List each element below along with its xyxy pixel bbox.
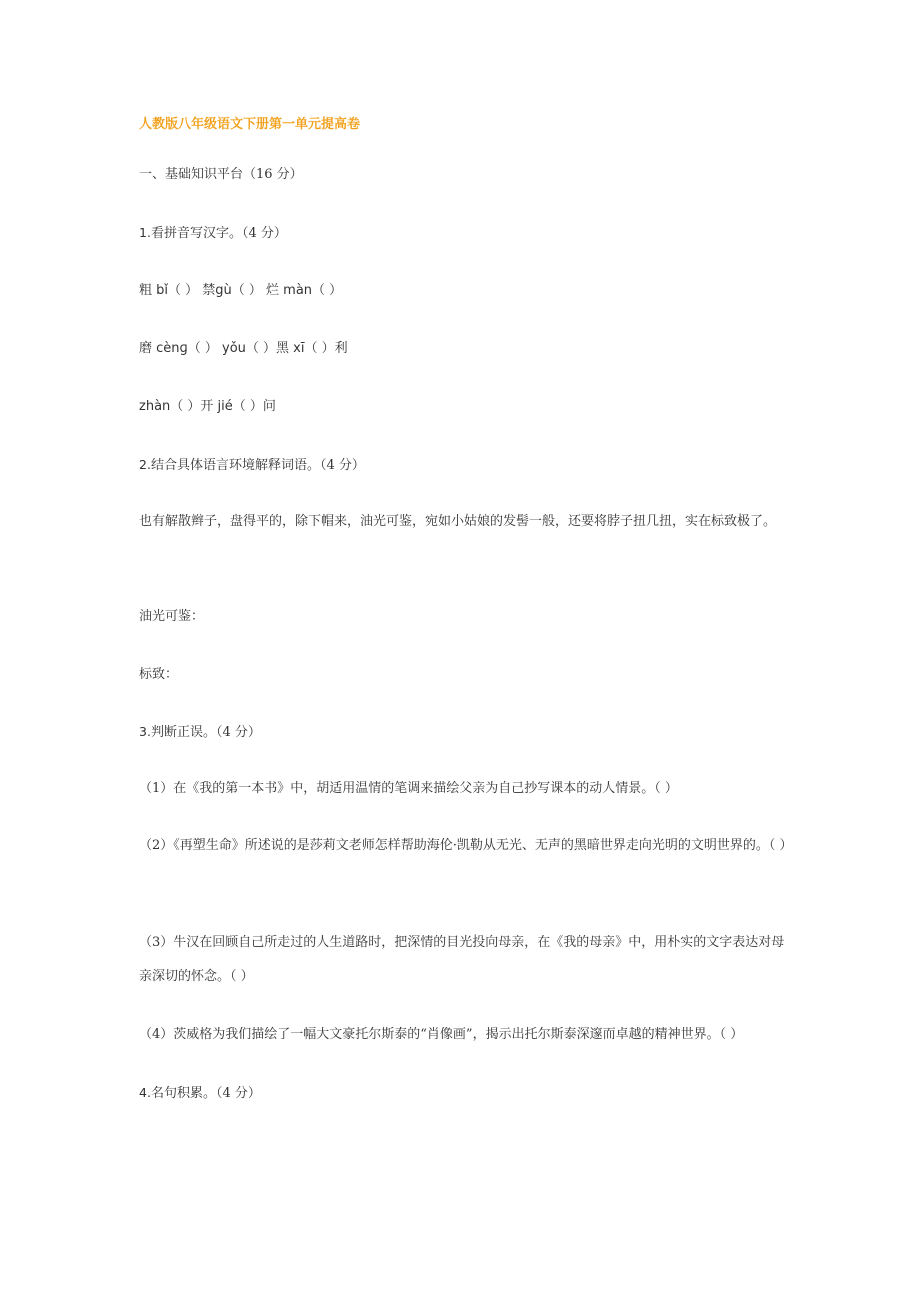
pinyin-row-3: zhàn（ ）开 jié（ ）问 <box>139 399 276 414</box>
question-number: 4. <box>139 1085 151 1100</box>
question-text: 看拼音写汉字。（4 分） <box>150 226 287 241</box>
question-4-heading <box>139 1083 261 1104</box>
term-explanation-2: 标致： <box>139 667 179 682</box>
pinyin-row-2: 磨 cènɡ（ ） yǒu（ ）黑 xī（ ）利 <box>139 341 348 356</box>
question-number: 1. <box>139 225 151 240</box>
judgement-item-3: （3）牛汉在回顾自己所走过的人生道路时，把深情的目光投向母亲，在《我的母亲》中，用朴实的文字表达对母亲深切的怀念。（ ） <box>139 935 785 984</box>
judgement-item-4: （4）茨威格为我们描绘了一幅大文豪托尔斯泰的“肖像画”，揭示出托尔斯泰深邃而卓越的精神世界。（ ） <box>139 1027 744 1042</box>
question-2-heading <box>139 455 365 476</box>
judgement-item-2: （2）《再塑生命》所述说的是莎莉文老师怎样帮助海伦·凯勒从无光、无声的黑暗世界走向光明的文明世界的。（ ） <box>139 838 793 853</box>
judgement-item-1: （1）在《我的第一本书》中，胡适用温情的笔调来描绘父亲为自己抄写课本的动人情景。（ ） <box>139 781 678 796</box>
question-text: 判断正误。（4 分） <box>150 725 261 740</box>
question-number: 3. <box>139 724 151 739</box>
question-text: 名句积累。（4 分） <box>150 1086 261 1101</box>
document-title: 人教版八年级语文下册第一单元提高卷 <box>139 117 361 132</box>
term-explanation-1: 油光可鉴： <box>139 609 205 624</box>
pinyin-row-1: 粗 bǐ（ ） 禁gù（ ） 烂 màn（ ） <box>139 283 343 298</box>
question-1-heading <box>139 223 287 244</box>
question-text: 结合具体语言环境解释词语。（4 分） <box>150 458 365 473</box>
question-number: 2. <box>139 457 151 472</box>
section-heading: 一、基础知识平台（16 分） <box>139 167 303 182</box>
passage-text: 也有解散辫子，盘得平的，除下帽来，油光可鉴，宛如小姑娘的发髻一般，还要将脖子扭几扭，实在标致极了。 <box>139 514 777 529</box>
question-3-heading <box>139 722 261 743</box>
